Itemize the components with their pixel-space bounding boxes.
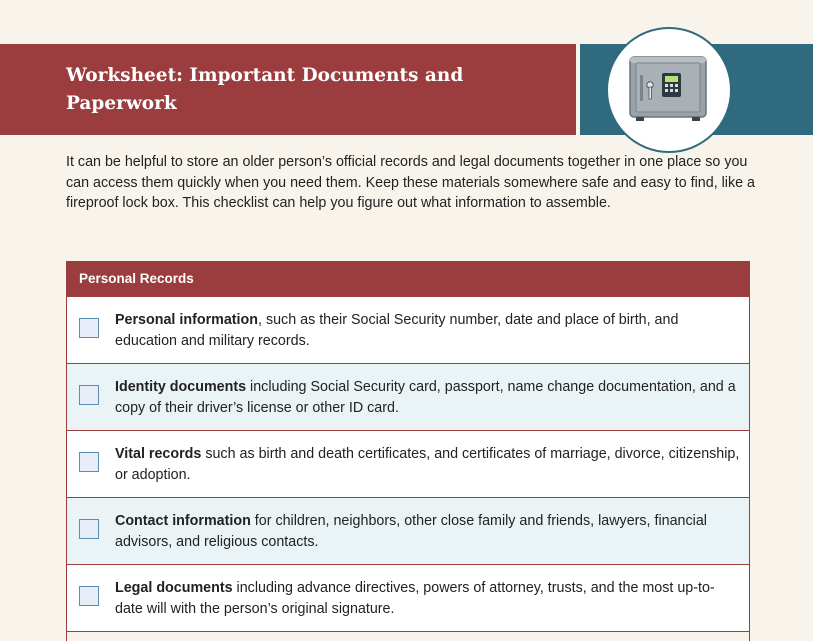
checkbox[interactable]	[79, 385, 99, 405]
safe-icon	[608, 29, 734, 155]
checklist-item-description: including advance directives, powers of attorney, trusts, and the most up-to-date will with the person’s original signature.	[115, 580, 715, 617]
intro-paragraph: It can be helpful to store an older person’s official records and legal documents together in one place so you can access them quickly when you need them. Keep these materials somewhere safe and easy to find, like a fireproof lock box. This checklist can help you figure out what information to assemble.	[66, 154, 756, 211]
checklist-item-text	[115, 310, 741, 351]
checkbox[interactable]	[79, 318, 99, 338]
checklist-item-text	[115, 377, 741, 418]
checklist-heading: Personal Records	[66, 261, 750, 297]
safe-illustration	[606, 27, 732, 153]
page-title: Worksheet: Important Documents and Paperwork	[66, 65, 464, 114]
checklist-item-title: Legal documents	[115, 580, 233, 596]
checklist-item-title: Personal information	[115, 312, 258, 328]
checklist-item-description: for children, neighbors, other close family and friends, lawyers, financial advisors, and religious contacts.	[115, 513, 707, 550]
checklist-item	[67, 364, 749, 431]
checkbox[interactable]	[79, 586, 99, 606]
checklist-item-title: Vital records	[115, 446, 202, 462]
checklist-item-description: , such as their Social Security number, date and place of birth, and education and military records.	[115, 312, 679, 349]
checklist-item-text	[115, 511, 741, 552]
checklist-item-title: Identity documents	[115, 379, 247, 395]
checklist-item-text	[115, 444, 741, 485]
checkbox[interactable]	[79, 452, 99, 472]
checklist-item	[67, 431, 749, 498]
checkbox[interactable]	[79, 519, 99, 539]
checklist-item-description: such as birth and death certificates, and certificates of marriage, divorce, citizenship, or adoption.	[115, 446, 740, 483]
checklist-table	[66, 261, 750, 641]
checklist-item-description: including Social Security card, passport, name change documentation, and a copy of their driver’s license or other ID card.	[115, 379, 736, 416]
checklist-item-text	[115, 578, 741, 619]
checklist-item-title: Contact information	[115, 513, 251, 529]
checklist-item	[67, 498, 749, 565]
title-banner	[0, 44, 576, 135]
checklist-item	[67, 565, 749, 632]
checklist-item	[67, 297, 749, 364]
